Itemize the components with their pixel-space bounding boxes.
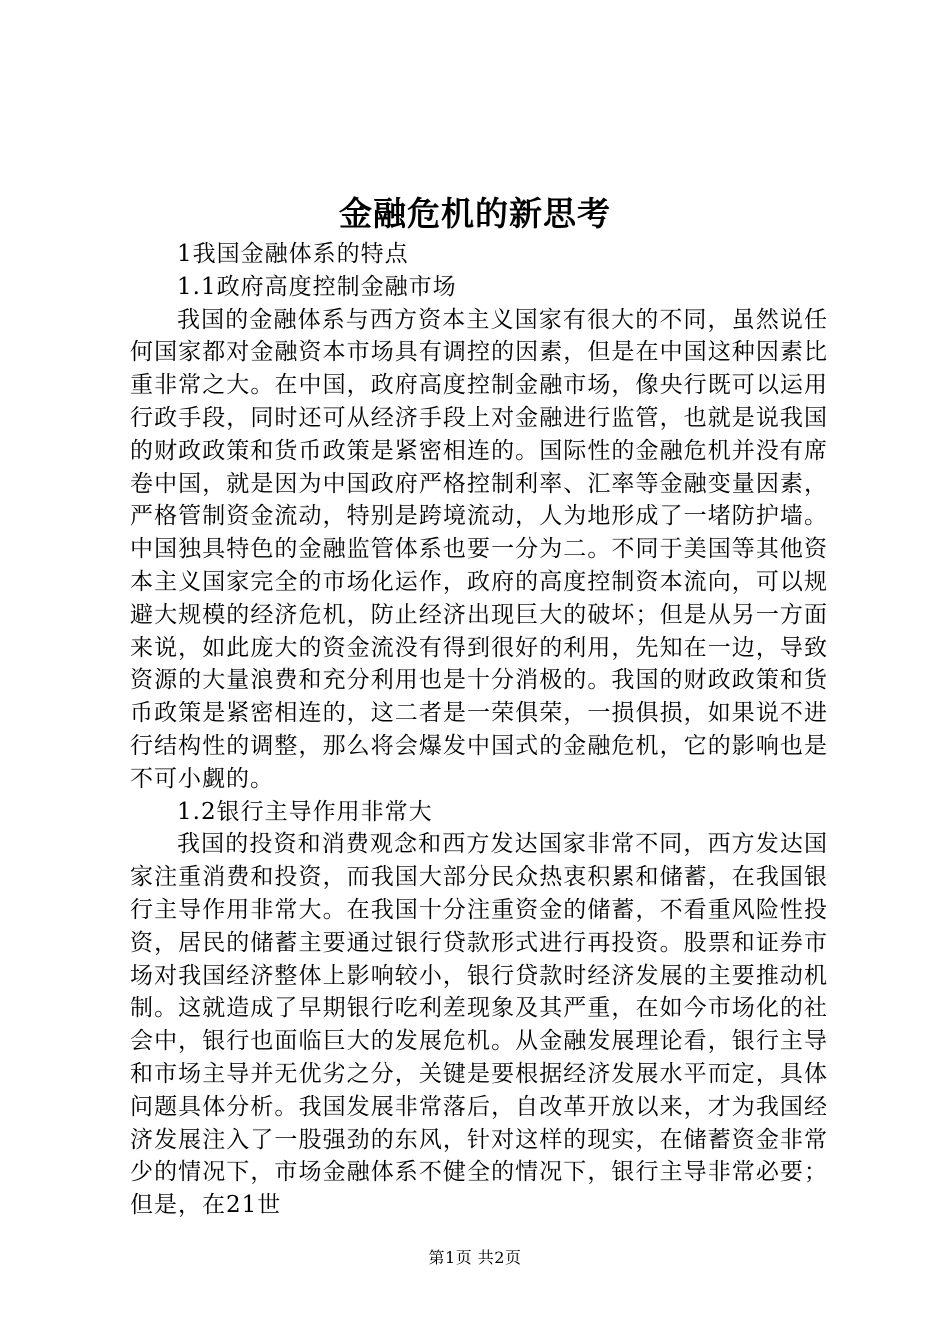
paragraph-1-2: 我国的投资和消费观念和西方发达国家非常不同，西方发达国家注重消费和投资，而我国大部分民众热衷积累和储蓄，在我国银行主导作用非常大。在我国十分注重资金的储蓄，不看重风险性投资，居民的储蓄主要通过银行贷款形式进行再投资。股票和证券市场对我国经济整体上影响较小，银行贷款时经济发展的主要推动机制。这就造成了早期银行吃利差现象及其严重，在如今市场化的社会中，银行也面临巨大的发展危机。从金融发展理论看，银行主导和市场主导并无优劣之分，关键是要根据经济发展水平而定，具体问题具体分析。我国发展非常落后，自改革开放以来，才为我国经济发展注入了一股强劲的东风，针对这样的现实，在储蓄资金非常少的情况下，市场金融体系不健全的情况下，银行主导非常必要；但是，在21世	[130, 831, 828, 1219]
section-heading-1-2: 1.2银行主导作用非常大	[177, 798, 433, 825]
document-title: 金融危机的新思考	[339, 194, 611, 233]
page-footer: 第1页 共2页	[428, 1248, 522, 1267]
document-body	[130, 238, 828, 1222]
section-heading-1: 1我国金融体系的特点	[177, 241, 409, 267]
section-heading-1-1: 1.1政府高度控制金融市场	[177, 273, 457, 300]
paragraph-1-1: 我国的金融体系与西方资本主义国家有很大的不同，虽然说任何国家都对金融资本市场具有调控的因素，但是在中国这种因素比重非常之大。在中国，政府高度控制金融市场，像央行既可以运用行政手段，同时还可从经济手段上对金融进行监管，也就是说我国的财政政策和货币政策是紧密相连的。国际性的金融危机并没有席卷中国，就是因为中国政府严格控制利率、汇率等金融变量因素，严格管制资金流动，特别是跨境流动，人为地形成了一堵防护墙。中国独具特色的金融监管体系也要一分为二。不同于美国等其他资本主义国家完全的市场化运作，政府的高度控制资本流向，可以规避大规模的经济危机，防止经济出现巨大的破坏；但是从另一方面来说，如此庞大的资金流没有得到很好的利用，先知在一边，导致资源的大量浪费和充分利用也是十分消极的。我国的财政政策和货币政策是紧密相连的，这二者是一荣俱荣，一损俱损，如果说不进行结构性的调整，那么将会爆发中国式的金融危机，它的影响也是不可小觑的。	[130, 306, 828, 792]
